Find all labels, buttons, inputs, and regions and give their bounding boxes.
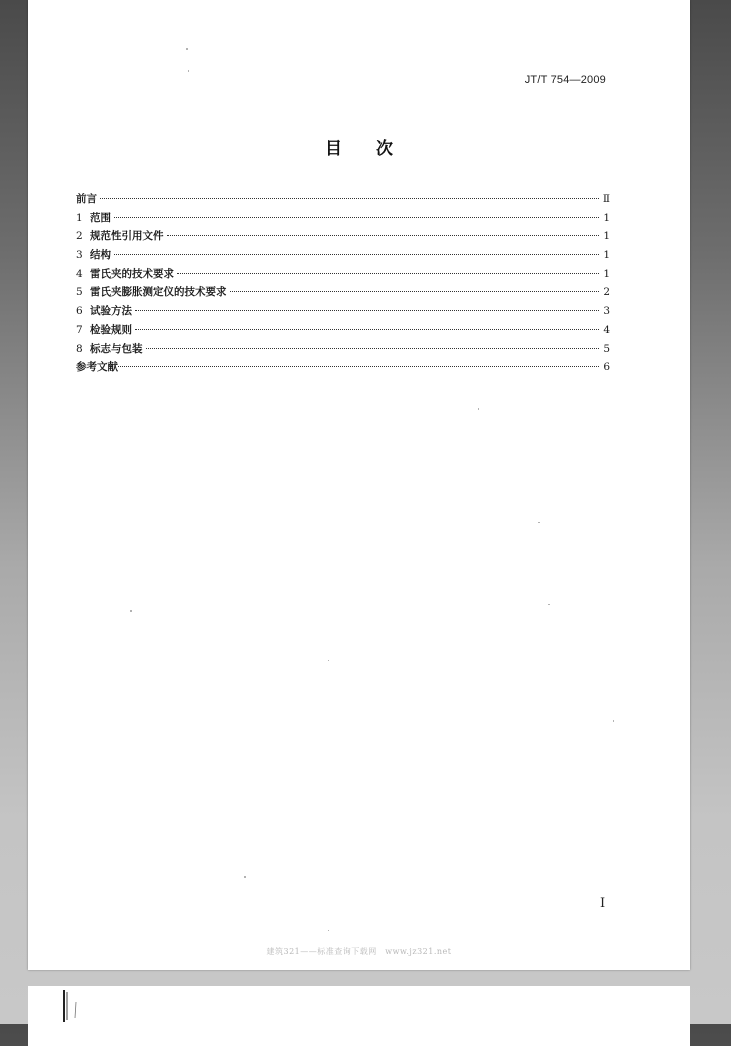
next-page-edge [28,986,690,1046]
toc-entry-structure[interactable] [76,246,610,265]
toc-entry-bibliography[interactable] [76,358,610,377]
toc-entry-tester-requirements[interactable] [76,283,610,302]
toc-leader-dots [177,273,599,274]
toc-leader-dots [135,329,599,330]
toc-entry-title: 范围 [90,211,111,224]
toc-entry-normative-references[interactable] [76,227,610,246]
scan-speck [188,70,189,72]
toc-entry-page: Ⅱ [602,193,610,205]
toc-entry-clip-requirements[interactable] [76,265,610,284]
toc-entry-page: 1 [603,249,610,262]
toc-entry-title: 结构 [90,249,111,262]
toc-entry-number: 4 [76,267,83,280]
toc-entry-foreword[interactable] [76,190,610,209]
table-of-contents [76,190,610,377]
scan-speck [548,604,550,605]
scan-speck [186,48,188,50]
toc-leader-dots [135,310,599,311]
toc-entry-test-methods[interactable] [76,302,610,321]
toc-entry-page: 2 [603,286,610,299]
toc-leader-dots [114,217,599,218]
toc-entry-title: 雷氏夹的技术要求 [90,267,174,280]
toc-entry-inspection-rules[interactable] [76,321,610,340]
toc-entry-number: 8 [76,342,83,355]
binding-mark-icon [62,988,82,1024]
toc-leader-dots [230,291,600,292]
scan-speck [244,876,246,878]
toc-entry-scope[interactable] [76,209,610,228]
toc-entry-title: 试验方法 [90,305,132,318]
toc-entry-page: 1 [603,230,610,243]
scan-speck [328,660,329,661]
toc-entry-title: 检验规则 [90,323,132,336]
standard-code: JT/T 754—2009 [524,74,606,86]
toc-entry-title: 雷氏夹膨胀测定仪的技术要求 [90,286,227,299]
toc-entry-title: 标志与包装 [90,342,143,355]
toc-entry-page: 1 [603,267,610,280]
toc-entry-page: 5 [603,342,610,355]
toc-entry-number: 3 [76,249,83,262]
toc-entry-number: 6 [76,305,83,318]
toc-leader-dots [167,235,600,236]
toc-leader-dots [146,348,600,349]
scan-speck [478,408,479,410]
document-page [28,0,690,970]
watermark-text: 建筑321——标准查询下载网 www.jz321.net [266,947,452,956]
toc-entry-number: 1 [76,211,83,224]
toc-entry-page: 3 [603,305,610,318]
toc-leader-dots [114,254,599,255]
scan-speck [130,610,132,612]
toc-entry-marking-packaging[interactable] [76,340,610,359]
toc-entry-number: 5 [76,286,83,299]
scan-speck [538,522,540,523]
toc-leader-dots [118,366,599,367]
toc-entry-page: 1 [603,211,610,224]
toc-title: 目次 [325,139,427,159]
toc-entry-page: 6 [603,361,610,374]
toc-leader-dots [100,198,599,199]
toc-entry-number: 2 [76,230,83,243]
scan-speck [328,930,329,931]
toc-entry-title: 前言 [76,193,97,205]
toc-entry-number: 7 [76,323,83,336]
scan-speck [613,720,614,722]
toc-entry-title: 参考文献 [76,361,118,374]
page-number: Ⅰ [600,896,606,911]
toc-entry-page: 4 [603,323,610,336]
toc-entry-title: 规范性引用文件 [90,230,164,243]
